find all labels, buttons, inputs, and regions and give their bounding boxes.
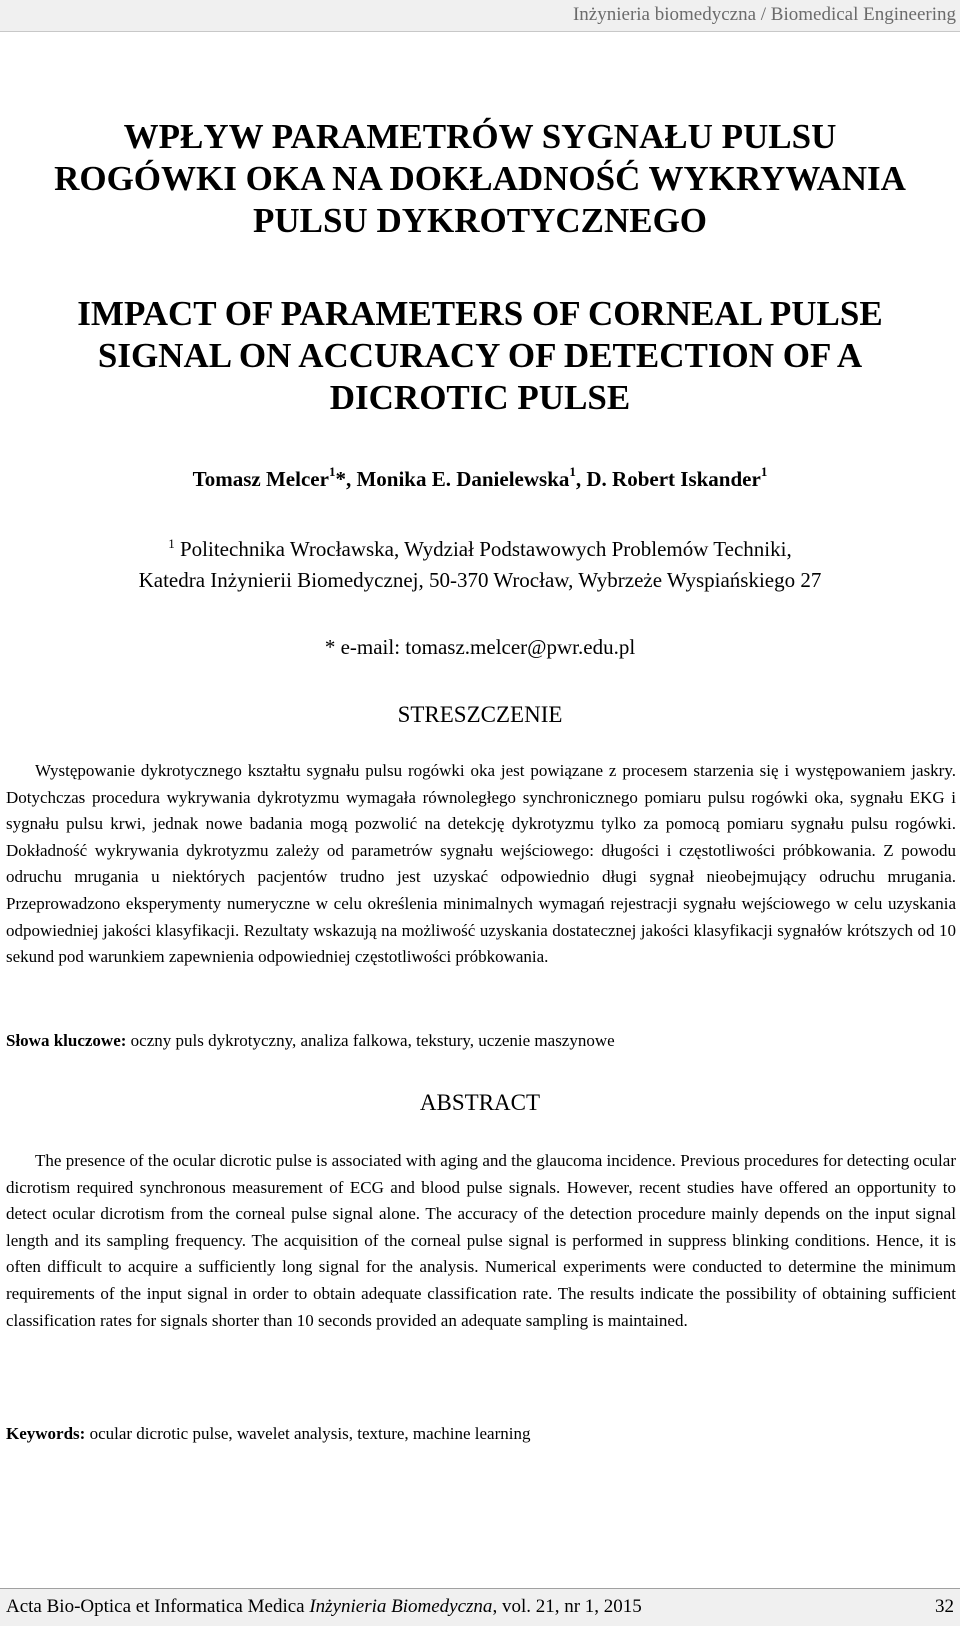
- abstract-text: The presence of the ocular dicrotic pulse is associated with aging and the glaucoma incidence. Previous procedures for detecting ocular dicrotism required synchronous measurement of ECG and blood pulse signals. However, recent studies have offered an opportunity to detect ocular dicrotism from the corneal pulse signal alone. The accuracy of the detection procedure mainly depends on the input signal length and its sampling frequency. The acquisition of the corneal pulse signal is performed in suppress blinking conditions. Hence, it is often difficult to acquire a sufficiently long signal for the analysis. Numerical experiments were conducted to determine the minimum requirements of the input signal in order to obtain adequate classification rate. The results indicate the possibility of obtaining sufficient classification rates for signals shorter than 10 seconds provided an adequate sampling is maintained.: [6, 1151, 956, 1330]
- keywords-polish: [6, 1031, 956, 1051]
- author-separator: ,: [575, 467, 587, 491]
- title-polish-line: ROGÓWKI OKA NA DOKŁADNOŚĆ WYKRYWANIA: [54, 159, 906, 198]
- affiliation-mark: 1: [168, 536, 175, 551]
- keywords-label: Keywords:: [6, 1424, 86, 1443]
- title-polish-line: PULSU DYKROTYCZNEGO: [252, 201, 708, 240]
- page-number: 32: [935, 1596, 954, 1617]
- title-polish: [0, 116, 960, 242]
- author-name: Monika E. Danielewska: [356, 467, 570, 491]
- title-english-line: IMPACT OF PARAMETERS OF CORNEAL PULSE: [77, 294, 883, 333]
- author-list: [0, 466, 960, 492]
- author-separator: *,: [335, 467, 357, 491]
- keywords-english: [6, 1424, 956, 1444]
- keywords-label: Słowa kluczowe:: [6, 1031, 127, 1050]
- journal-header-text: Inżynieria biomedyczna / Biomedical Engineering: [572, 4, 956, 25]
- author-affiliation-mark: 1: [760, 464, 768, 479]
- running-footer: [0, 1588, 960, 1626]
- journal-citation-italic: Inżynieria Biomedyczna: [309, 1596, 493, 1617]
- streszczenie-heading: STRESZCZENIE: [397, 702, 563, 727]
- author-name: D. Robert Iskander: [586, 467, 761, 491]
- journal-citation-suffix: , vol. 21, nr 1, 2015: [492, 1596, 642, 1617]
- author-affiliation-mark: 1: [328, 464, 336, 479]
- title-english: [0, 293, 960, 419]
- affiliation-line-1: [0, 536, 960, 562]
- streszczenie-text: Występowanie dykrotycznego kształtu sygnału pulsu rogówki oka jest powiązane z procesem starzenia się i występowaniem jaskry. Dotychczas procedura wykrywania dykrotyzmu wymagała równoległego synchronicznego pomiaru pulsu rogówki oka, sygnału EKG i sygnału pulsu krwi, jednak nowe badania mogą pozwolić na detekcję dykrotyzmu tylko za pomocą pomiaru sygnału pulsu rogówki. Dokładność wykrywania dykrotyzmu zależy od parametrów sygnału wejściowego: długości i częstotliwości próbkowania. Z powodu odruchu mrugania u niektórych pacjentów trudno jest uzyskać odpowiednio długi sygnał nieobejmujący odruchu mrugania. Przeprowadzono eksperymenty numeryczne w celu określenia minimalnych wymagań rejestracji sygnału wejściowego w celu uzyskania odpowiedniej jakości klasyfikacji. Rezultaty wskazują na możliwość uzyskania dostatecznej jakości klasyfikacji sygnałów krótszych od 10 sekund pod warunkiem zapewnienia odpowiedniej częstotliwości próbkowania.: [6, 761, 956, 967]
- abstract-heading: ABSTRACT: [419, 1090, 541, 1115]
- keywords-text: oczny puls dykrotyczny, analiza falkowa, tekstury, uczenie maszynowe: [126, 1031, 615, 1050]
- title-english-line: SIGNAL ON ACCURACY OF DETECTION OF A: [97, 336, 863, 375]
- title-english-line: DICROTIC PULSE: [329, 378, 631, 417]
- affiliation-text: Politechnika Wrocławska, Wydział Podstawowych Problemów Techniki,: [174, 537, 792, 561]
- corresponding-email: * e-mail: tomasz.melcer@pwr.edu.pl: [324, 635, 636, 659]
- affiliation-line-2: Katedra Inżynierii Biomedycznej, 50-370 Wrocław, Wybrzeże Wyspiańskiego 27: [138, 568, 822, 592]
- running-header: [0, 0, 960, 32]
- keywords-text: ocular dicrotic pulse, wavelet analysis, texture, machine learning: [85, 1424, 531, 1443]
- author-name: Tomasz Melcer: [192, 467, 329, 491]
- title-polish-line: WPŁYW PARAMETRÓW SYGNAŁU PULSU: [123, 117, 837, 156]
- journal-citation-prefix: Acta Bio-Optica et Informatica Medica: [6, 1596, 310, 1617]
- journal-citation: [6, 1596, 642, 1618]
- author-affiliation-mark: 1: [569, 464, 576, 479]
